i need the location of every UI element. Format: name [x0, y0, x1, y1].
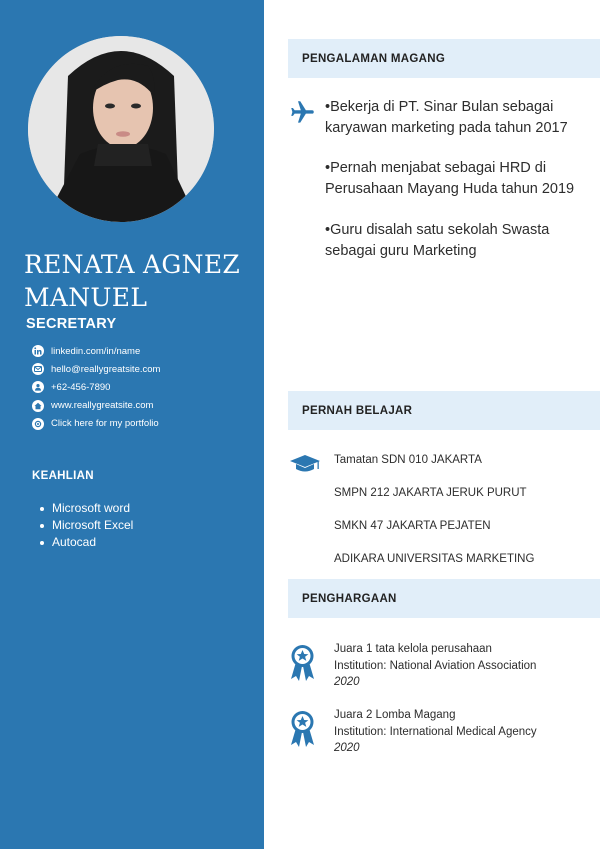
skills-heading: KEAHLIAN	[32, 470, 94, 482]
education-item: ADIKARA UNIVERSITAS MARKETING	[334, 553, 535, 565]
award-title: Juara 1 tata kelola perusahaan	[334, 643, 492, 655]
award-institution: Institution: International Medical Agency	[334, 725, 537, 738]
experience-item: •Pernah menjabat sebagai HRD di Perusahaan Mayang Huda tahun 2019	[325, 160, 575, 197]
airplane-icon	[289, 99, 316, 131]
education-item: Tamatan SDN 010 JAKARTA	[334, 454, 482, 466]
skills-list	[40, 500, 133, 551]
linkedin-icon	[32, 345, 44, 357]
skill-item	[40, 500, 133, 517]
sidebar	[0, 0, 264, 849]
award-year: 2020	[334, 742, 360, 754]
awards-heading: PENGHARGAAN	[288, 579, 600, 618]
name-line-2: MANUEL	[24, 283, 148, 312]
contact-phone-text: +62-456-7890	[51, 381, 111, 393]
contact-linkedin-text: linkedin.com/in/name	[51, 345, 141, 357]
skill-label: Microsoft word	[52, 501, 131, 515]
bullet-icon	[40, 507, 44, 511]
contact-linkedin[interactable]	[32, 342, 160, 360]
phone-icon	[32, 381, 44, 393]
skill-item	[40, 534, 133, 551]
home-icon	[32, 400, 44, 412]
bullet-icon	[40, 541, 44, 545]
award-ribbon-icon	[290, 644, 315, 687]
award-institution: Institution: National Aviation Association	[334, 659, 537, 672]
experience-item: •Bekerja di PT. Sinar Bulan sebagai karyawan marketing pada tahun 2017	[325, 99, 568, 136]
bullet-icon	[40, 524, 44, 528]
graduation-cap-icon	[289, 453, 321, 480]
experience-item: •Guru disalah satu sekolah Swasta sebagai guru Marketing	[325, 222, 550, 259]
email-icon	[32, 363, 44, 375]
contact-phone[interactable]	[32, 378, 160, 396]
education-item: SMPN 212 JAKARTA JERUK PURUT	[334, 487, 527, 499]
candidate-name	[24, 248, 240, 314]
profile-photo	[28, 36, 214, 222]
award-title: Juara 2 Lomba Magang	[334, 709, 456, 721]
experience-heading: PENGALAMAN MAGANG	[288, 39, 600, 78]
contact-email-text: hello@reallygreatsite.com	[51, 363, 161, 375]
contact-email[interactable]	[32, 360, 160, 378]
contact-list	[32, 342, 160, 433]
name-line-1: RENATA AGNEZ	[24, 250, 241, 279]
job-title: SECRETARY	[26, 316, 117, 332]
contact-website-text: www.reallygreatsite.com	[51, 400, 154, 412]
education-heading: PERNAH BELAJAR	[288, 391, 600, 430]
portfolio-icon	[32, 418, 44, 430]
award-item	[334, 641, 536, 691]
skill-label: Microsoft Excel	[52, 518, 134, 532]
award-item	[334, 707, 537, 757]
award-year: 2020	[334, 676, 360, 688]
education-item: SMKN 47 JAKARTA PEJATEN	[334, 520, 491, 532]
skill-label: Autocad	[52, 535, 97, 549]
award-ribbon-icon	[290, 710, 315, 753]
skill-item	[40, 517, 133, 534]
contact-portfolio[interactable]	[32, 415, 160, 433]
contact-website[interactable]	[32, 397, 160, 415]
contact-portfolio-text: Click here for my portfolio	[51, 418, 159, 430]
